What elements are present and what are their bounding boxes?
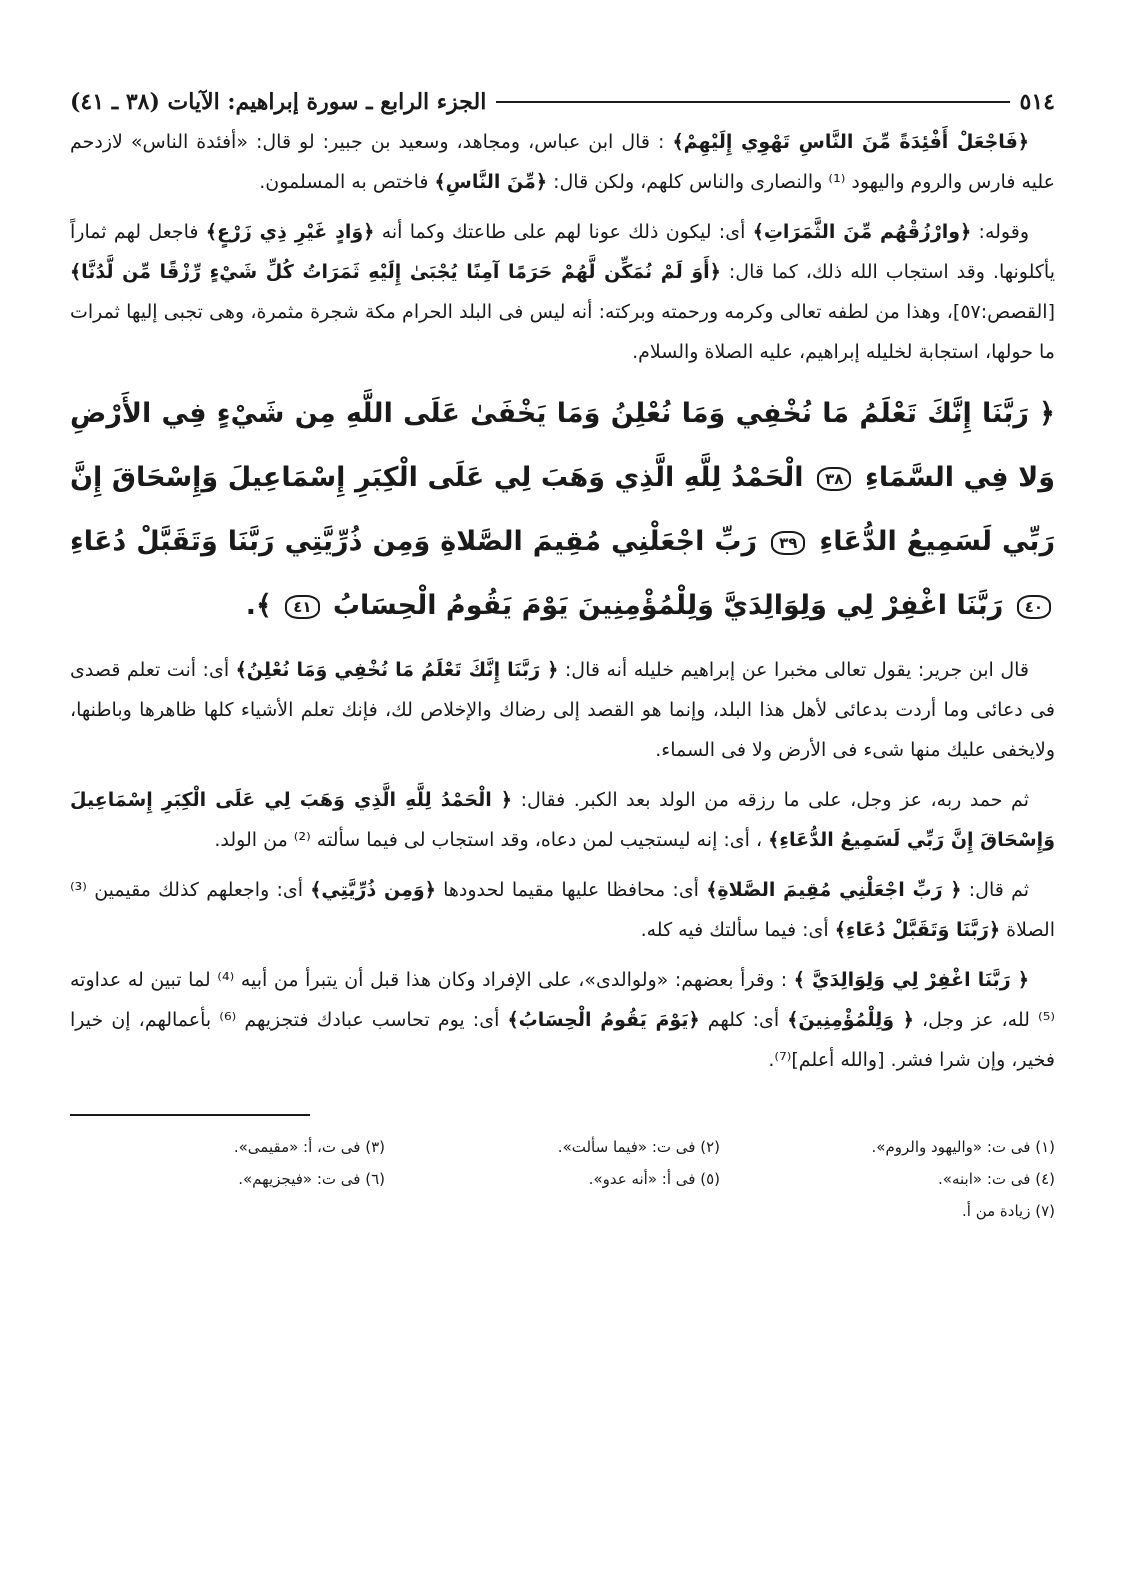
paragraph-text: أى: فيما سألتك فيه كله. (640, 919, 829, 941)
quran-quote: ﴿ رَبَّنَا اغْفِرْ لِي وَلِوَالِدَيَّ ﴾ (793, 969, 1029, 991)
paragraph-text: أى: كلهم (707, 1009, 780, 1031)
paragraph-text: [القصص:٥٧]، وهذا من لطفه تعالى وكرمه ورحمته وبركته: أنه ليس فى البلد الحرام مكة شجرة مثمرة، وهى تجبى إليها ثمرات ما حولها، استجابة لخليله إبراهيم، عليه الصلاة والسلام. (70, 301, 1055, 363)
footnote-rule (70, 1114, 310, 1116)
paragraph-text: أى: يوم تحاسب عبادك فتجزيهم ⁽⁶⁾ بأعمالهم، إن خيرا فخير، وإن شرا فشر. [والله أعلم]⁽⁷⁾. (70, 1009, 1055, 1071)
quran-quote: ﴿وارْزُقْهُم مِّنَ الثَّمَرَاتِ﴾ (752, 221, 972, 243)
quran-quote: ﴿ الْحَمْدُ لِلَّهِ الَّذِي وَهَبَ لِي عَلَى الْكِبَرِ إِسْمَاعِيلَ وَإِسْحَاقَ إِنَّ رَبِّي لَسَمِيعُ الدُّعَاءِ﴾ (70, 789, 1055, 851)
paragraph-text: : قال ابن عباس، ومجاهد، وسعيد بن جبير: لو قال: «أفئدة الناس» لازدحم عليه فارس والروم واليهود ⁽¹⁾ والنصارى والناس كلهم، ولكن قال: (70, 131, 1055, 193)
paragraph-text: ، أى: إنه ليستجيب لمن دعاه، وقد استجاب لى فيما سألته ⁽²⁾ من الولد. (214, 829, 763, 851)
paragraph-1 (70, 122, 1055, 202)
footnote: (٦) فى ت: «فيجزيهم». (238, 1170, 385, 1188)
ayah-number: ٤١ (285, 595, 319, 619)
paragraph-text: أى: واجعلهم كذلك مقيمين ⁽³⁾ الصلاة (70, 879, 1055, 941)
paragraph-5 (70, 870, 1055, 950)
verse-text: ﴿ رَبَّنَا إِنَّكَ تَعْلَمُ مَا نُخْفِي وَمَا نُعْلِنُ وَمَا يَخْفَىٰ عَلَى اللَّهِ مِن شَيْءٍ فِي الأَرْضِ وَلا فِي السَّمَاءِ (70, 398, 1056, 493)
paragraph-text: : وقرأ بعضهم: «ولوالدى»، على الإفراد وكان هذا قبل أن يتبرأ من أبيه ⁽⁴⁾ لما تبين له عداوته ⁽⁵⁾ لله، عز وجل، (70, 969, 1055, 1031)
quran-quote: ﴿يَوْمَ يَقُومُ الْحِسَابُ﴾ (507, 1009, 700, 1031)
verse-text: رَبَّنَا اغْفِرْ لِي وَلِوَالِدَيَّ وَلِلْمُؤْمِنِينَ يَوْمَ يَقُومُ الْحِسَابُ (332, 590, 1004, 621)
verse-text: ﴾. (245, 590, 272, 621)
page-number: ٥١٤ (1019, 89, 1055, 115)
paragraph-text: أى: أنت تعلم قصدى فى دعائى وما أردت بدعائى لأهل هذا البلد، وإنما هو القصد إلى رضاك والإخلاص لك، فإنك تعلم الأشياء كلها ظاهرها وباطنها، ولايخفى عليك منها شىء فى الأرض ولا فى السماء. (70, 659, 1055, 761)
quran-quote: ﴿رَبَّنَا وَتَقَبَّلْ دُعَاءِ﴾ (834, 919, 1001, 941)
running-header (70, 82, 1055, 122)
paragraph-text: وقوله: (978, 221, 1029, 243)
ayah-number: ٤٠ (1017, 595, 1051, 619)
footnote: (٧) زيادة من أ. (962, 1202, 1055, 1220)
header-rule (496, 101, 1009, 103)
quran-quote: ﴿أَوَ لَمْ نُمَكِّن لَّهُمْ حَرَمًا آمِنًا يُجْبَىٰ إِلَيْهِ ثَمَرَاتُ كُلِّ شَيْءٍ رِّزْقًا مِّن لَّدُنَّا﴾ (70, 261, 721, 283)
quran-verse-block (70, 382, 1055, 638)
quran-quote: ﴿فَاجْعَلْ أَفْئِدَةً مِّنَ النَّاسِ تَهْوِي إِلَيْهِمْ﴾ (672, 131, 1029, 153)
paragraph-4 (70, 780, 1055, 860)
paragraph-3 (70, 650, 1055, 770)
verse-text: رَبِّ اجْعَلْنِي مُقِيمَ الصَّلاةِ وَمِن ذُرِّيَّتِي رَبَّنَا وَتَقَبَّلْ دُعَاءِ (70, 526, 758, 557)
quran-quote: ﴿وَمِن ذُرِّيَّتِي﴾ (310, 879, 436, 901)
paragraph-text: فاختص به المسلمون. (259, 171, 429, 193)
paragraph-text: قال ابن جرير: يقول تعالى مخبرا عن إبراهيم خليله أنه قال: (564, 659, 1030, 681)
ayah-number: ٣٨ (817, 467, 851, 491)
footnote: (٢) فى ت: «فيما سألت». (557, 1138, 720, 1156)
book-page (70, 82, 1055, 1226)
paragraph-2 (70, 212, 1055, 372)
paragraph-6 (70, 960, 1055, 1080)
header-title: الجزء الرابع ـ سورة إبراهيم: الآيات (٣٨ ـ ٤١) (70, 89, 487, 115)
paragraph-text: أى: محافظا عليها مقيما لحدودها (443, 879, 699, 901)
paragraph-text: أى: ليكون ذلك عونا لهم على طاعتك وكما أنه (381, 221, 746, 243)
paragraph-text: فاجعل لهم ثماراً يأكلونها. وقد استجاب الله ذلك، كما قال: (70, 221, 1056, 283)
quran-quote: ﴿مِّنَ النَّاسِ﴾ (434, 171, 548, 193)
footnote: (٤) فى ت: «ابنه». (938, 1170, 1055, 1188)
footnote: (٣) فى ت، أ: «مقيمى». (233, 1138, 385, 1156)
footnote: (١) فى ت: «واليهود والروم». (871, 1138, 1055, 1156)
paragraph-text: ثم قال: (968, 879, 1030, 901)
quran-quote: ﴿ وَلِلْمُؤْمِنِينَ﴾ (787, 1009, 914, 1031)
footnote: (٥) فى أ: «أنه عدو». (588, 1170, 720, 1188)
quran-quote: ﴿ رَبَّنَا إِنَّكَ تَعْلَمُ مَا نُخْفِي وَمَا نُعْلِنُ﴾ (235, 659, 559, 681)
ayah-number: ٣٩ (771, 531, 805, 555)
paragraph-text: ثم حمد ربه، عز وجل، على ما رزقه من الولد بعد الكبر. فقال: (520, 789, 1029, 811)
verse-text: الْحَمْدُ لِلَّهِ الَّذِي وَهَبَ لِي عَلَى الْكِبَرِ إِسْمَاعِيلَ وَإِسْحَاقَ إِنَّ رَبِّي لَسَمِيعُ الدُّعَاءِ (70, 462, 1055, 557)
quran-quote: ﴿وَادٍ غَيْرِ ذِي زَرْعٍ﴾ (205, 221, 375, 243)
footnotes (70, 1132, 1055, 1226)
quran-quote: ﴿ رَبِّ اجْعَلْنِي مُقِيمَ الصَّلاةِ﴾ (706, 879, 962, 901)
